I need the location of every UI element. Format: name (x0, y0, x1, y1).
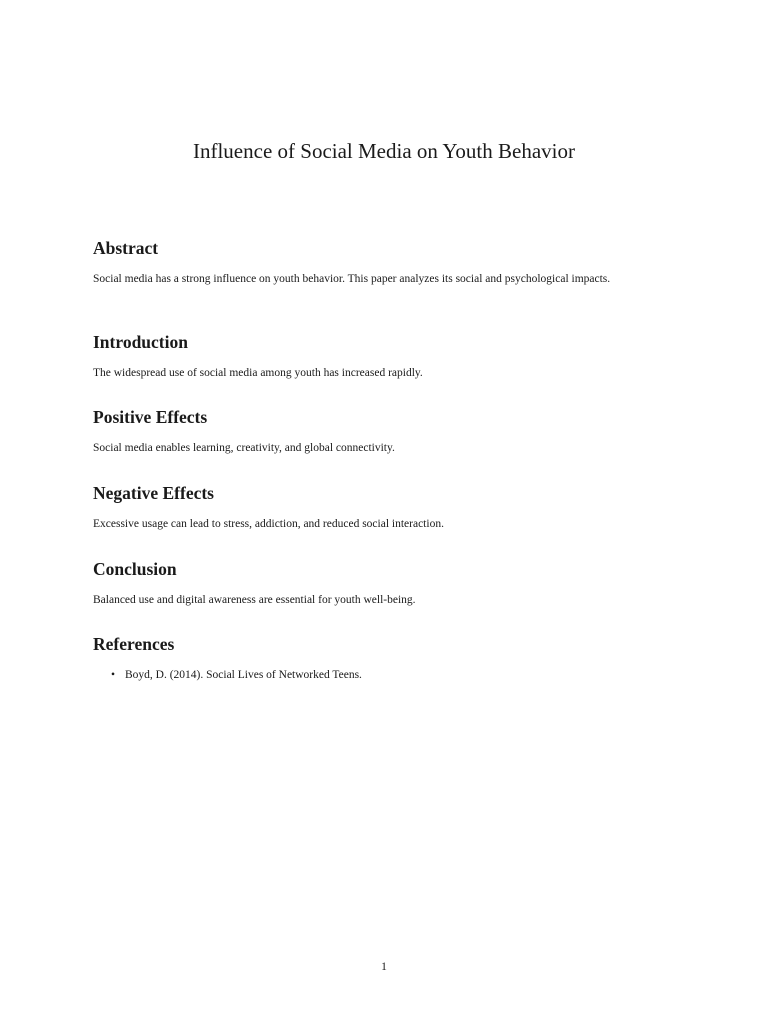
section-body: Balanced use and digital awareness are essential for youth well-being. (93, 594, 416, 606)
section-heading: Positive Effects (93, 407, 208, 427)
section-heading: Negative Effects (93, 483, 214, 503)
bullet-icon: • (111, 669, 116, 681)
section-body: Social media has a strong influence on youth behavior. This paper analyzes its social and psychological impacts. (93, 273, 611, 285)
section-references (93, 632, 683, 685)
section-conclusion (93, 557, 683, 610)
section-body: Excessive usage can lead to stress, addiction, and reduced social interaction. (93, 518, 444, 530)
reference-list (93, 666, 683, 685)
reference-item (111, 666, 683, 685)
page-number: 1 (381, 961, 387, 973)
section-heading: Introduction (93, 332, 188, 352)
section-heading: Conclusion (93, 559, 177, 579)
section-negative-effects (93, 481, 683, 534)
section-body: Social media enables learning, creativity, and global connectivity. (93, 442, 395, 454)
section-positive-effects (93, 405, 683, 458)
reference-text: Boyd, D. (2014). Social Lives of Networked Teens. (125, 669, 362, 681)
paper-title: Influence of Social Media on Youth Behavior (192, 139, 575, 163)
section-heading: References (93, 634, 175, 654)
section-abstract (93, 236, 683, 289)
section-body: The widespread use of social media among youth has increased rapidly. (93, 367, 423, 379)
section-heading: Abstract (93, 238, 159, 258)
section-introduction (93, 330, 683, 383)
